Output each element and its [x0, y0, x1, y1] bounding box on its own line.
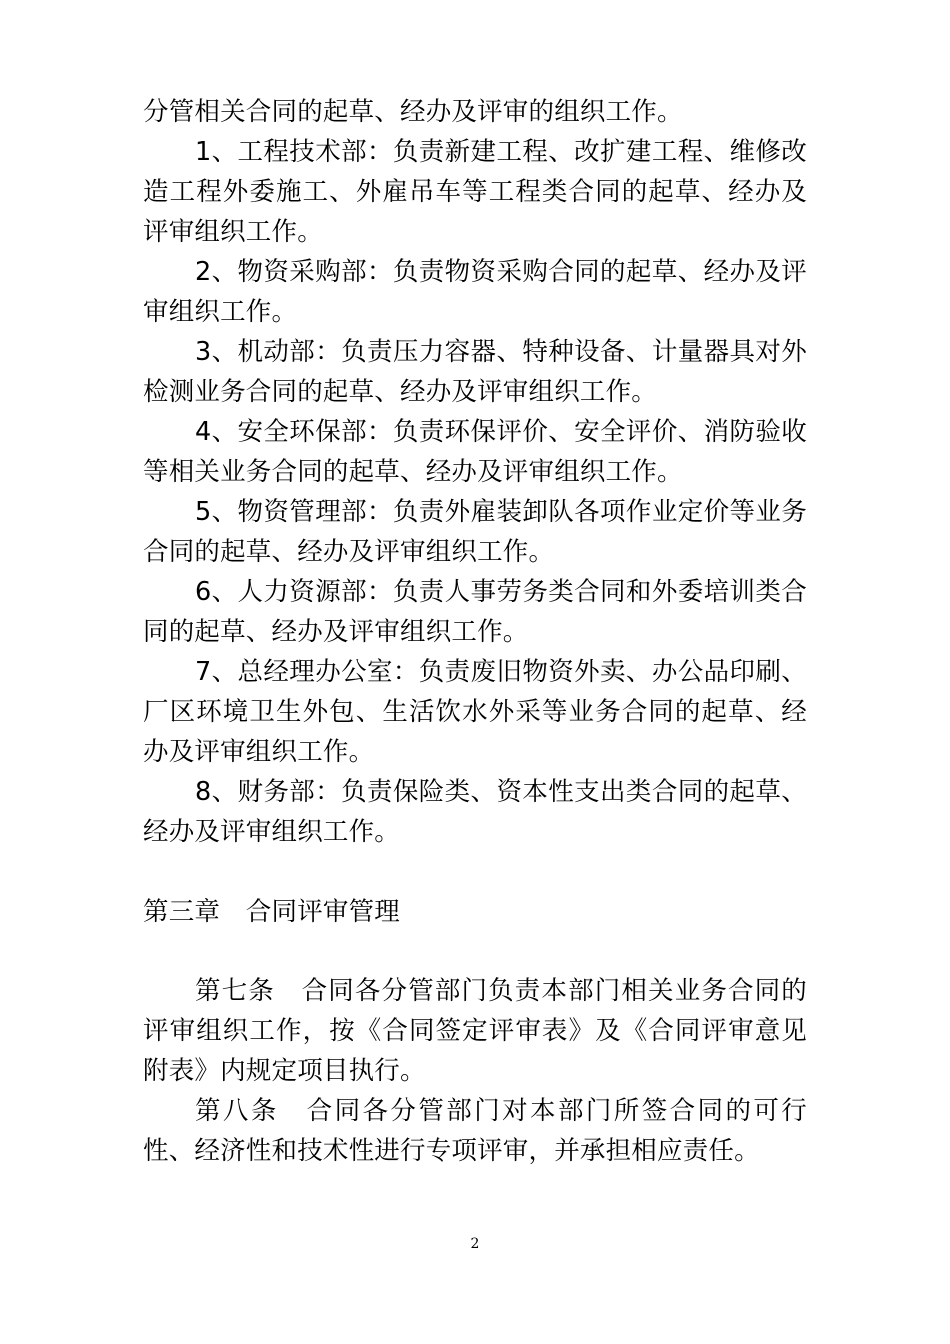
paragraph-item-2: 2、物资采购部：负责物资采购合同的起草、经办及评审组织工作。: [143, 257, 807, 327]
chapter-heading: [143, 892, 807, 932]
document-body: [143, 92, 807, 1171]
paragraph-item-4: 4、安全环保部：负责环保评价、安全评价、消防验收等相关业务合同的起草、经办及评审组织工作。: [143, 417, 807, 487]
paragraph-item-6: 6、人力资源部：负责人事劳务类合同和外委培训类合同的起草、经办及评审组织工作。: [143, 577, 807, 647]
paragraph-item-5: 5、物资管理部：负责外雇装卸队各项作业定价等业务合同的起草、经办及评审组织工作。: [143, 497, 807, 567]
paragraph-item-3: 3、机动部：负责压力容器、特种设备、计量器具对外检测业务合同的起草、经办及评审组织工作。: [143, 337, 807, 407]
paragraph-item-7: 7、总经理办公室：负责废旧物资外卖、办公品印刷、厂区环境卫生外包、生活饮水外采等业务合同的起草、经办及评审组织工作。: [143, 657, 807, 767]
article-8: 第八条 合同各分管部门对本部门所签合同的可行性、经济性和技术性进行专项评审，并承担相应责任。: [143, 1096, 807, 1166]
paragraph-item-8: 8、财务部：负责保险类、资本性支出类合同的起草、经办及评审组织工作。: [143, 777, 807, 847]
paragraph-item-1: 1、工程技术部：负责新建工程、改扩建工程、维修改造工程外委施工、外雇吊车等工程类合同的起草、经办及评审组织工作。: [143, 137, 807, 247]
article-7: 第七条 合同各分管部门负责本部门相关业务合同的评审组织工作，按《合同签定评审表》及《合同评审意见附表》内规定项目执行。: [143, 976, 807, 1086]
page-number: 2: [470, 1236, 480, 1252]
paragraph-continuation: 分管相关合同的起草、经办及评审的组织工作。: [143, 97, 683, 127]
chapter-heading-text: 第三章 合同评审管理: [143, 897, 401, 927]
